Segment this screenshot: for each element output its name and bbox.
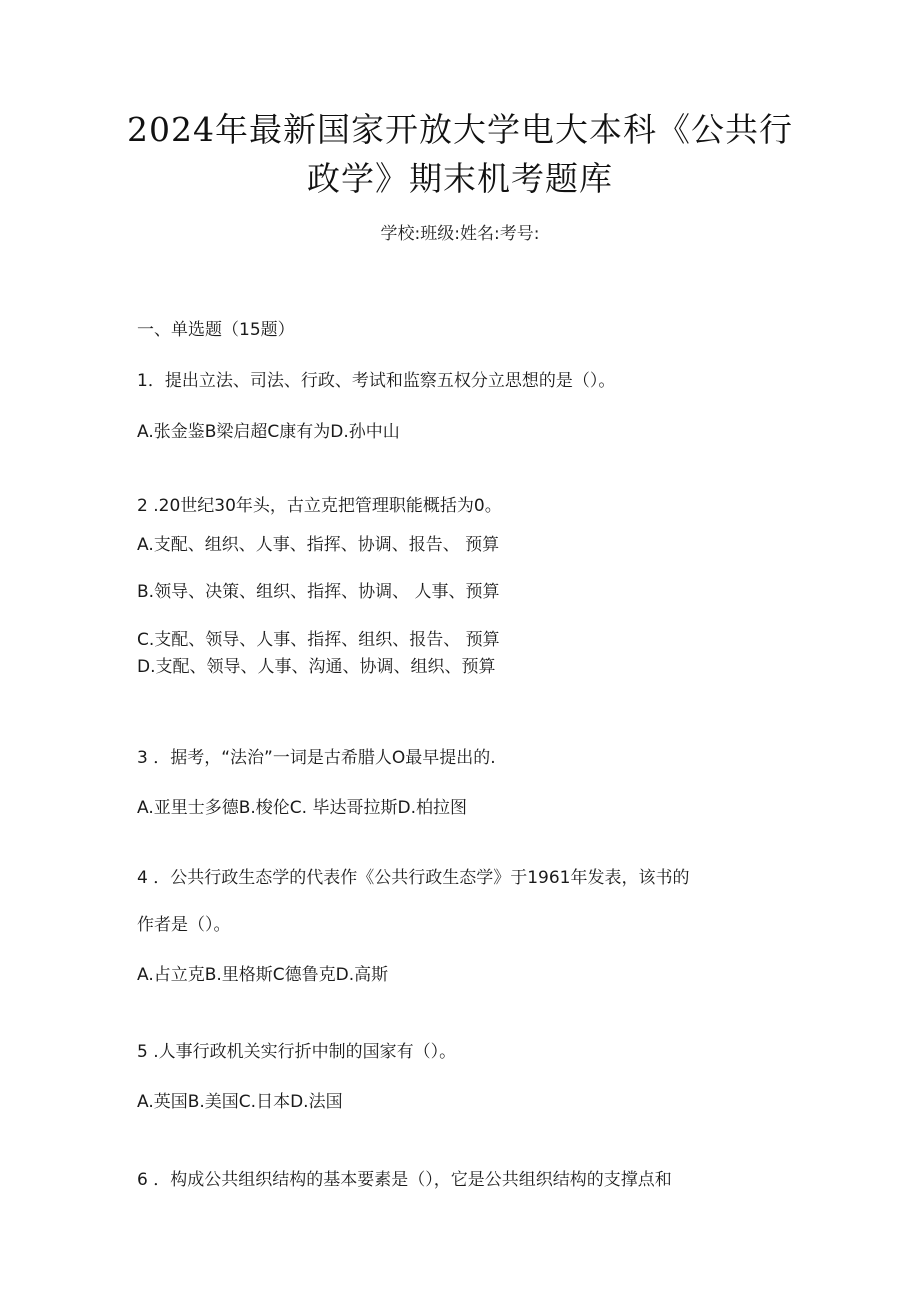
question-6-text: 6 ．构成公共组织结构的基本要素是（），它是公共组织结构的支撑点和 bbox=[137, 1170, 672, 1190]
question-2-text: 2 .20世纪30年头，古立克把管理职能概括为0。 bbox=[137, 496, 502, 516]
title-line-2: 政学》期末机考题库 bbox=[307, 159, 613, 198]
question-2-option-b: B.领导、决策、组织、指挥、协调、 人事、预算 bbox=[137, 582, 500, 602]
title-line-1: 2024年最新国家开放大学电大本科《公共行 bbox=[127, 110, 793, 149]
exam-info-fields: 学校:班级:姓名:考号: bbox=[380, 224, 540, 244]
question-1-text: 1．提出立法、司法、行政、考试和监察五权分立思想的是（）。 bbox=[137, 371, 616, 391]
question-1-options: A.张金鉴B梁启超C康有为D.孙中山 bbox=[137, 422, 400, 442]
question-4-text-line-2: 作者是（）。 bbox=[137, 915, 231, 935]
question-2-option-c: C.支配、领导、人事、指挥、组织、报告、 预算 bbox=[137, 630, 500, 650]
question-5-text: 5 .人事行政机关实行折中制的国家有（）。 bbox=[137, 1042, 457, 1062]
section-heading: 一、单选题（15题） bbox=[137, 320, 295, 340]
question-4-text-line-1: 4 ．公共行政生态学的代表作《公共行政生态学》于1961年发表，该书的 bbox=[137, 868, 690, 888]
question-2-option-d: D.支配、领导、人事、沟通、协调、组织、预算 bbox=[137, 657, 496, 677]
question-5-options: A.英国B.美国C.日本D.法国 bbox=[137, 1092, 343, 1112]
question-2-option-a: A.支配、组织、人事、指挥、协调、报告、 预算 bbox=[137, 535, 500, 555]
question-4-options: A.占立克B.里格斯C德鲁克D.高斯 bbox=[137, 965, 389, 985]
question-3-options: A.亚里士多德B.梭伦C. 毕达哥拉斯D.柏拉图 bbox=[137, 798, 467, 818]
question-3-text: 3 ．据考，“法治”一词是古希腊人O最早提出的. bbox=[137, 748, 496, 768]
